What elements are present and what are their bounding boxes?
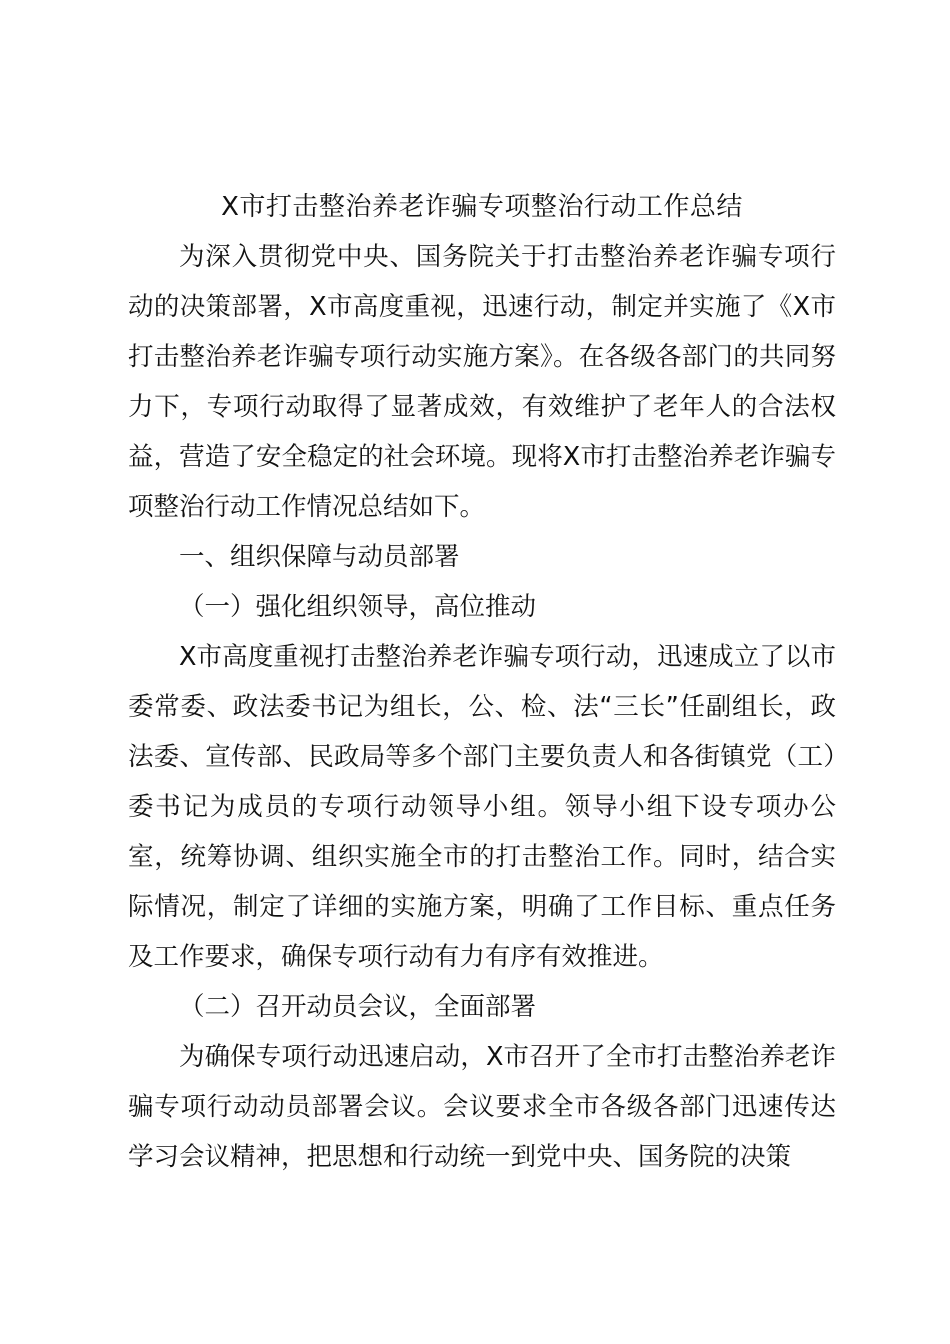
subsection-body-1: X市高度重视打击整治养老诈骗专项行动，迅速成立了以市委常委、政法委书记为组长，公、检、法“三长”任副组长，政法委、宣传部、民政局等多个部门主要负责人和各街镇党（工）委书记为成员的专项行动领导小组。领导小组下设专项办公室，统筹协调、组织实施全市的打击整治工作。同时，结合实际情况，制定了详细的实施方案，明确了工作目标、重点任务及工作要求，确保专项行动有力有序有效推进。 [128,642,836,972]
document-page [128,182,836,1182]
subsection-heading-2: （二）召开动员会议，全面部署 [179,992,537,1022]
intro-paragraph: 为深入贯彻党中央、国务院关于打击整治养老诈骗专项行动的决策部署，X市高度重视，迅速行动，制定并实施了《X市打击整治养老诈骗专项行动实施方案》。在各级各部门的共同努力下，专项行动取得了显著成效，有效维护了老年人的合法权益，营造了安全稳定的社会环境。现将X市打击整治养老诈骗专项整治行动工作情况总结如下。 [128,242,836,522]
subsection-body-2: 为确保专项行动迅速启动，X市召开了全市打击整治养老诈骗专项行动动员部署会议。会议要求全市各级各部门迅速传达学习会议精神，把思想和行动统一到党中央、国务院的决策 [128,1042,836,1172]
section-heading-1: 一、组织保障与动员部署 [179,542,460,572]
subsection-heading-1: （一）强化组织领导，高位推动 [179,592,537,622]
document-title: X市打击整治养老诈骗专项整治行动工作总结 [221,192,743,222]
